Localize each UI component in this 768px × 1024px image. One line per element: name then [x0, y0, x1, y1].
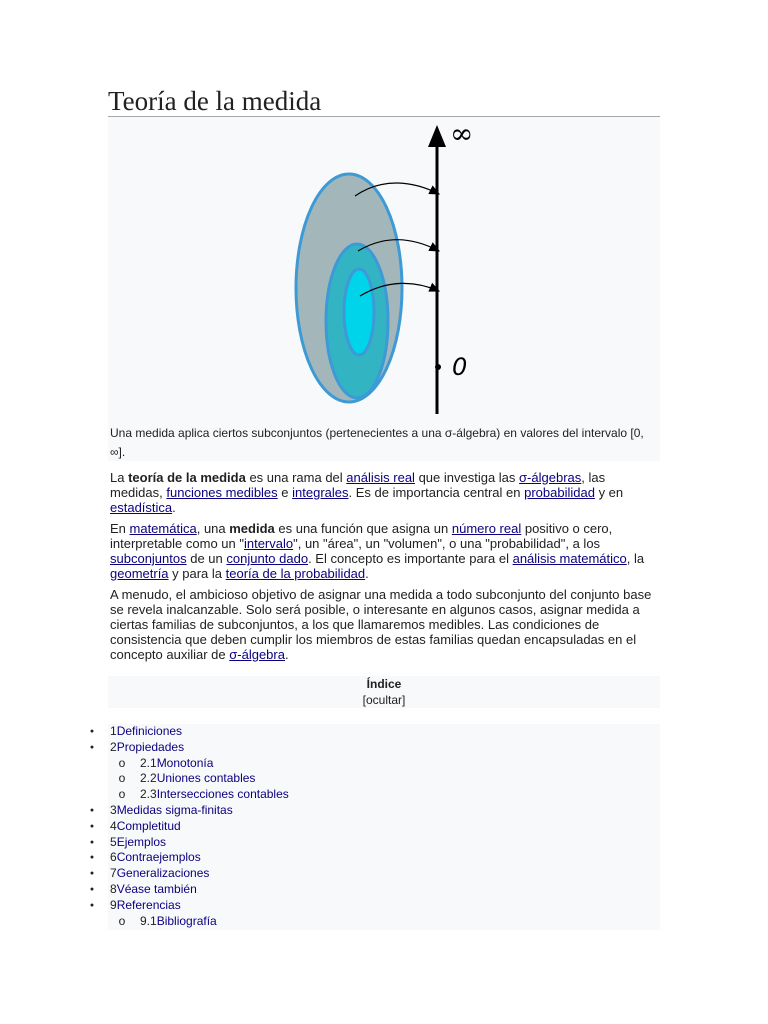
toc-item-link[interactable]: Bibliografía [156, 913, 217, 928]
toc-item-link[interactable]: Generalizaciones [116, 866, 210, 881]
toc-title: Índice [366, 677, 402, 691]
zero-point [435, 364, 441, 370]
toc-list [86, 724, 660, 929]
toc-toggle[interactable]: [ocultar] [362, 693, 406, 707]
toc-item-number: 6 [110, 850, 117, 865]
inner-set [344, 269, 374, 355]
bullet-icon: ● [89, 854, 95, 862]
zero-label: 0 [452, 353, 468, 381]
toc-item[interactable] [86, 803, 660, 819]
bullet-icon: ● [89, 870, 95, 878]
toc-header [108, 676, 660, 708]
toc-item[interactable] [86, 819, 660, 835]
toc-item[interactable] [86, 724, 660, 740]
toc-item-link[interactable]: Medidas sigma-finitas [116, 802, 233, 817]
link-teoria-probabilidad[interactable]: teoría de la probabilidad [225, 566, 366, 581]
link-probabilidad[interactable]: probabilidad [524, 485, 595, 500]
toc-item-link[interactable]: Véase también [116, 881, 197, 896]
toc-item-number: 3 [110, 802, 117, 817]
motivation-paragraph: A menudo, el ambicioso objetivo de asignar una medida a todo subconjunto del conjunto base se revela inalcanzable. Solo será posible, o interesante en algunos casos, asignar medida a ciertas familias de subconjuntos, a los que llamaremos medibles. Las condiciones de consistencia que deben cumplir los miembros de estas familias quedan encapsuladas en el concepto auxiliar de σ-álgebra. [110, 587, 652, 662]
measure-diagram [288, 121, 488, 421]
toc-item-link[interactable]: Intersecciones contables [156, 787, 289, 802]
link-numero-real[interactable]: número real [451, 521, 522, 536]
bullet-icon: ● [89, 728, 95, 735]
link-estadistica[interactable]: estadística [110, 500, 173, 515]
toc-item-number: 4 [110, 818, 117, 833]
toc-item-number: 9 [110, 897, 117, 912]
toc-item[interactable] [86, 740, 660, 756]
toc-item-link[interactable]: Monotonía [156, 755, 214, 770]
page-title: Teoría de la medida [108, 86, 322, 116]
figure-caption: Una medida aplica ciertos subconjuntos (pertenecientes a una σ-álgebra) en valores del intervalo [0, ∞]. [110, 426, 644, 459]
toc-item-number: 2.2 [140, 771, 157, 786]
link-geometria[interactable]: geometría [110, 566, 169, 581]
toc-item-number: 5 [110, 834, 117, 849]
toc-item-link[interactable]: Uniones contables [156, 771, 256, 786]
intro-paragraph: La teoría de la medida es una rama del análisis real que investiga las σ-álgebras, las medidas, funciones medibles e integrales. Es de importancia central en probabilidad y en estadística. [110, 470, 624, 515]
toc-item-link[interactable]: Propiedades [116, 739, 185, 754]
bullet-icon: ● [89, 901, 95, 909]
link-sigma-algebra[interactable]: σ-álgebra [229, 647, 285, 662]
toc-item[interactable] [86, 882, 660, 898]
toc-item[interactable] [86, 756, 660, 772]
toc-item-link[interactable]: Ejemplos [116, 834, 167, 849]
circle-bullet-icon: o [118, 787, 126, 802]
link-intervalo[interactable]: intervalo [243, 536, 294, 551]
link-analisis-real[interactable]: análisis real [346, 470, 415, 485]
definition-paragraph: En matemática, una medida es una función que asigna un número real positivo o cero, interpretable como un "intervalo", un "área", un "volumen", o una "probabilidad", a los subconjuntos de un conjunto dado. El concepto es importante para el análisis matemático, la geometría y para la teoría de la probabilidad. [110, 521, 645, 581]
toc-item[interactable] [86, 787, 660, 803]
toc-item-link[interactable]: Referencias [116, 897, 181, 912]
toc-item-number: 2 [110, 739, 117, 754]
toc-item-number: 2.3 [140, 787, 157, 802]
link-analisis-matematico[interactable]: análisis matemático [512, 551, 627, 566]
bullet-icon: ● [89, 743, 95, 751]
toc-item[interactable] [86, 866, 660, 882]
infinity-label: ∞ [450, 121, 474, 150]
link-matematica[interactable]: matemática [129, 521, 197, 536]
bullet-icon: ● [89, 885, 95, 893]
toc-item[interactable] [86, 850, 660, 866]
circle-bullet-icon: o [118, 913, 126, 928]
circle-bullet-icon: o [118, 771, 126, 786]
measure-figure [108, 117, 660, 461]
bullet-icon: ● [89, 838, 95, 846]
toc-item[interactable] [86, 835, 660, 851]
toc-item-link[interactable]: Definiciones [116, 724, 183, 738]
toc-item-number: 2.1 [140, 755, 157, 770]
link-subconjuntos[interactable]: subconjuntos [110, 551, 187, 566]
toc-item-number: 8 [110, 881, 117, 896]
toc-item-link[interactable]: Contraejemplos [116, 850, 201, 865]
toc-item[interactable] [86, 898, 660, 914]
link-conjunto-dado[interactable]: conjunto dado [226, 551, 309, 566]
toc-item[interactable] [86, 771, 660, 787]
toc-item-number: 1 [110, 724, 117, 738]
axis-arrowhead [428, 125, 446, 147]
link-funciones-medibles[interactable]: funciones medibles [166, 485, 278, 500]
toc-item[interactable] [86, 914, 660, 930]
bullet-icon: ● [89, 822, 95, 830]
link-integrales[interactable]: integrales [292, 485, 349, 500]
bullet-icon: ● [89, 806, 95, 814]
circle-bullet-icon: o [118, 755, 126, 770]
toc-item-number: 9.1 [140, 913, 157, 928]
link-sigma-algebras[interactable]: σ-álgebras [519, 470, 582, 485]
toc-item-link[interactable]: Completitud [116, 818, 181, 833]
toc-item-number: 7 [110, 866, 117, 881]
